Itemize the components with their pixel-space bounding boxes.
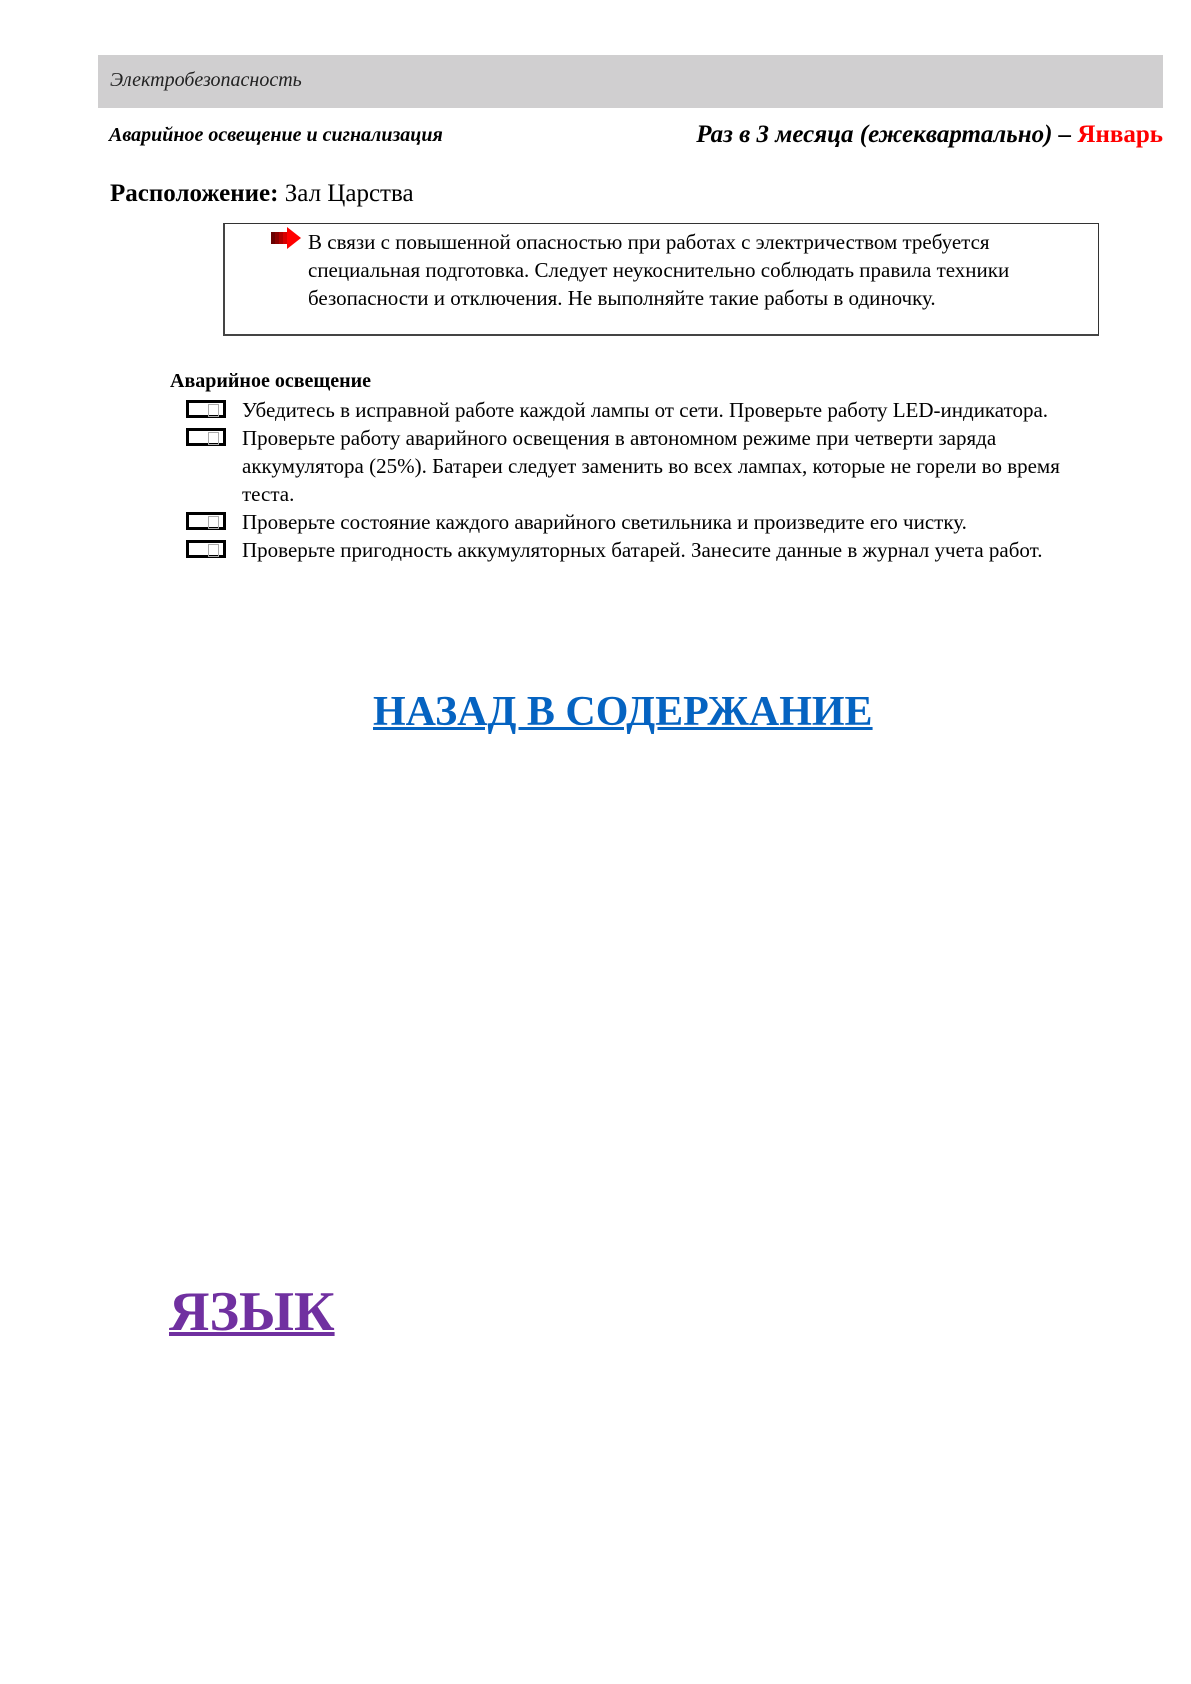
- category-title: Электробезопасность: [110, 69, 302, 91]
- month-label: Январь: [1077, 121, 1163, 148]
- task-title: Аварийное освещение и сигнализация: [109, 124, 443, 146]
- checklist-item: [186, 396, 1106, 424]
- language-link[interactable]: ЯЗЫК: [169, 1281, 335, 1343]
- frequency-label: [696, 121, 1163, 149]
- location-line: [110, 180, 414, 208]
- checkbox[interactable]: [186, 540, 226, 558]
- checkbox[interactable]: [186, 400, 226, 418]
- frequency-text: Раз в 3 месяца (ежеквартально) –: [696, 121, 1078, 148]
- checklist-item-text: Проверьте пригодность аккумуляторных батарей. Занесите данные в журнал учета работ.: [242, 538, 1043, 562]
- checklist-item-text: Проверьте состояние каждого аварийного светильника и произведите его чистку.: [242, 510, 967, 534]
- warning-text: В связи с повышенной опасностью при работах с электричеством требуется специальная подготовка. Следует неукоснительно соблюдать правила техники безопасности и отключения. Не выполняйте такие работы в одиночку.: [308, 230, 1010, 310]
- warning-box: [223, 223, 1099, 336]
- checkbox[interactable]: [186, 512, 226, 530]
- checklist-item-text: Убедитесь в исправной работе каждой лампы от сети. Проверьте работу LED-индикатора.: [242, 398, 1049, 422]
- back-to-contents-link[interactable]: НАЗАД В СОДЕРЖАНИЕ: [373, 689, 873, 735]
- location-label: Расположение:: [110, 180, 279, 207]
- checklist-item: [186, 508, 1106, 536]
- location-value: Зал Царства: [284, 180, 414, 207]
- checklist-item: [186, 424, 1106, 508]
- checkbox[interactable]: [186, 428, 226, 446]
- checklist: [186, 396, 1106, 564]
- red-arrow-icon: [271, 227, 301, 249]
- checklist-item-text: Проверьте работу аварийного освещения в автономном режиме при четверти заряда аккумулятора (25%). Батареи следует заменить во всех лампах, которые не горели во время теста.: [242, 426, 1060, 506]
- checklist-item: [186, 536, 1106, 564]
- header-bar: [98, 55, 1163, 108]
- section-title: Аварийное освещение: [170, 370, 372, 392]
